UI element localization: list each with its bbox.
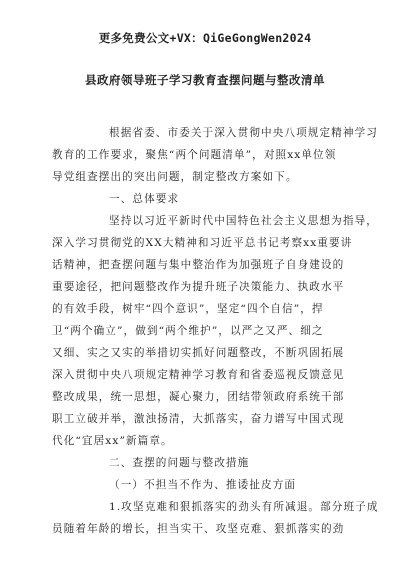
promo-banner: 更多免费公文+VX：QiGeGongWen2024	[98, 31, 312, 45]
paragraph-line: 话精神，把查摆问题与集中整治作为加强班子自身建设的	[52, 259, 345, 271]
paragraph-line: 的有效手段，树牢“四个意识”，坚定“四个自信”，捍	[52, 303, 324, 315]
paragraph-line: 又细、实之又实的举措切实抓好问题整改，不断巩固拓展	[52, 347, 345, 359]
paragraph-line: 代化“宜居xx”新篇章。	[52, 435, 173, 447]
document-title: 县政府领导班子学习教育查摆问题与整改清单	[85, 73, 325, 87]
section-heading: 一、总体要求	[109, 193, 180, 205]
paragraph-line: 深入学习贯彻党的XX大精神和习近平总书记考察xx重要讲	[52, 237, 353, 249]
paragraph-line: 员随着年龄的增长，担当实干、攻坚克难、狠抓落实的劲	[52, 523, 345, 535]
paragraph-line: 根据省委、市委关于深入贯彻中央八项规定精神学习	[109, 127, 378, 139]
paragraph-line: 职工立破并举，激浊扬清，大抓落实，奋力谱写中国式现	[52, 413, 345, 425]
paragraph-line: 重要途径，把问题整改作为提升班子决策能力、执政水平	[52, 281, 345, 293]
paragraph-line: 教育的工作要求，聚焦“两个问题清单”，对照xx单位领	[52, 149, 337, 161]
paragraph-line: 卫“两个确立”，做到“两个维护”，以严之又严、细之	[52, 325, 324, 337]
section-heading: 二、查摆的问题与整改措施	[109, 457, 250, 469]
subsection-heading: （一）不担当不作为、推诿扯皮方面	[109, 479, 297, 491]
paragraph-line: 导党组查摆出的突出问题，制定整改方案如下。	[52, 171, 298, 183]
paragraph-line: 深入贯彻中央八项规定精神学习教育和省委巡视反馈意见	[52, 369, 345, 381]
paragraph-line: 整改成果，统一思想，凝心聚力，团结带领政府系统干部	[52, 391, 345, 403]
paragraph-line: 坚持以习近平新时代中国特色社会主义思想为指导，	[109, 215, 378, 227]
document-body	[52, 122, 379, 540]
paragraph-line: 1.攻坚克难和狠抓落实的劲头有所减退。部分班子成	[109, 501, 379, 513]
